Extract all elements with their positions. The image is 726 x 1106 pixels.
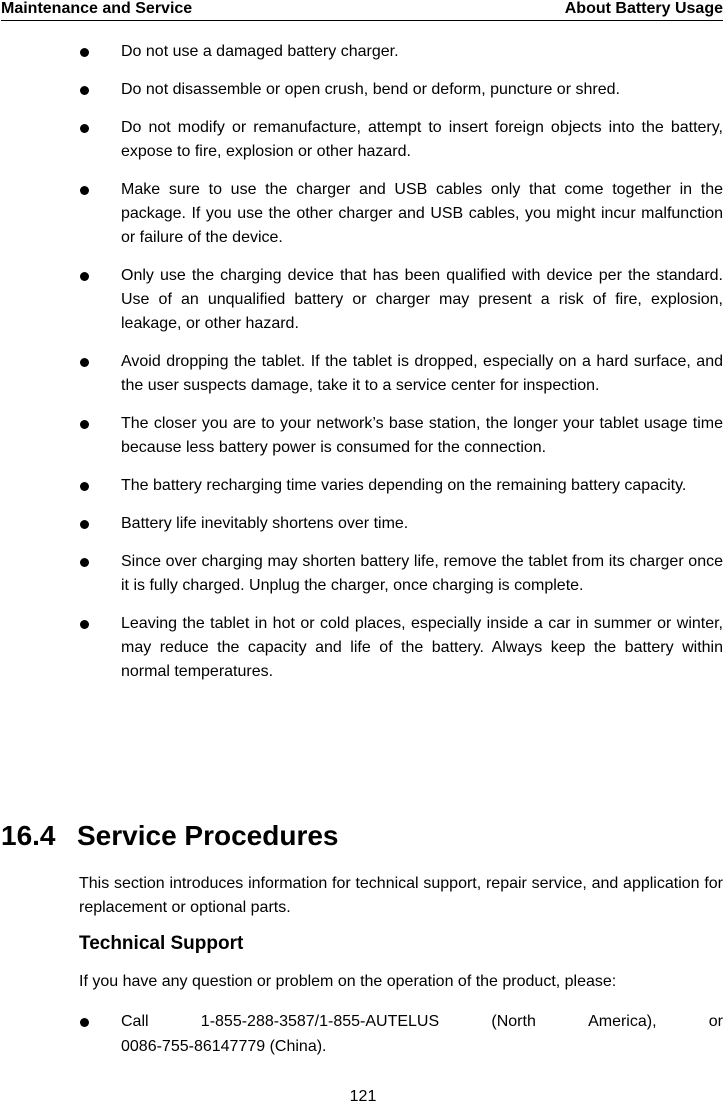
call-word: or (708, 1013, 723, 1030)
technical-support-heading: Technical Support (79, 933, 244, 954)
bullet-icon (80, 520, 89, 529)
list-item (0, 612, 726, 684)
list-item-text: Do not modify or remanufacture, attempt to insert foreign objects into the battery, expose to fire, explosion or other hazard. (121, 119, 723, 160)
list-item-text: The battery recharging time varies depending on the remaining battery capacity. (121, 477, 687, 494)
list-item (0, 116, 726, 164)
bullet-icon (80, 420, 89, 429)
bullet-icon (80, 48, 89, 57)
phone-number-china: 0086-755-86147779 (China). (121, 1038, 327, 1055)
header-chapter-title: Maintenance and Service (1, 0, 193, 17)
list-item (0, 474, 726, 498)
call-word: Call (121, 1013, 149, 1030)
list-item-text: Do not use a damaged battery charger. (121, 43, 399, 60)
call-line (121, 1010, 723, 1034)
list-item-text: Avoid dropping the tablet. If the tablet is dropped, especially on a hard surface, and the user suspects damage, take it to a service center for inspection. (121, 353, 723, 394)
bullet-icon (80, 124, 89, 133)
list-item-text: Only use the charging device that has been qualified with device per the standard. Use of an unqualified battery or charger may present a risk of fire, explosion, leakage, or other hazard. (121, 267, 723, 332)
page-number: 121 (349, 1088, 377, 1105)
list-item-text: Do not disassemble or open crush, bend or deform, puncture or shred. (121, 81, 620, 98)
section-heading (1, 818, 339, 854)
list-item (0, 512, 726, 536)
bullet-icon (80, 620, 89, 629)
list-item (0, 78, 726, 102)
section-title: Service Procedures (77, 820, 339, 851)
technical-support-text: If you have any question or problem on the operation of the product, please: (79, 973, 617, 990)
section-number: 16.4 (1, 820, 56, 851)
bullet-icon (80, 1018, 89, 1027)
battery-usage-list (0, 40, 726, 698)
list-item-text: Battery life inevitably shortens over time. (121, 515, 409, 532)
bullet-icon (80, 86, 89, 95)
list-item (0, 264, 726, 336)
list-item (0, 412, 726, 460)
list-item (0, 550, 726, 598)
list-item-text: Since over charging may shorten battery life, remove the tablet from its charger once it is fully charged. Unplug the charger, once charging is complete. (121, 553, 723, 594)
bullet-icon (80, 358, 89, 367)
bullet-icon (80, 558, 89, 567)
bullet-icon (80, 186, 89, 195)
list-item (0, 40, 726, 64)
page-header (1, 0, 723, 21)
list-item-text: Leaving the tablet in hot or cold places, especially inside a car in summer or winter, may reduce the capacity and life of the battery. Always keep the battery within normal temperatures. (121, 615, 723, 680)
call-word: (North (491, 1013, 536, 1030)
list-item (0, 350, 726, 398)
header-section-title: About Battery Usage (564, 0, 723, 17)
phone-numbers-north-america: 1-855-288-3587/1-855-AUTELUS (200, 1013, 440, 1030)
section-intro: This section introduces information for technical support, repair service, and application for replacement or optional parts. (79, 875, 723, 916)
list-item (0, 178, 726, 250)
list-item-text: Make sure to use the charger and USB cables only that come together in the package. If you use the other charger and USB cables, you might incur malfunction or failure of the device. (121, 181, 723, 246)
bullet-icon (80, 272, 89, 281)
list-item-text: The closer you are to your network’s base station, the longer your tablet usage time because less battery power is consumed for the connection. (121, 415, 723, 456)
bullet-icon (80, 482, 89, 491)
call-word: America), (588, 1013, 657, 1030)
